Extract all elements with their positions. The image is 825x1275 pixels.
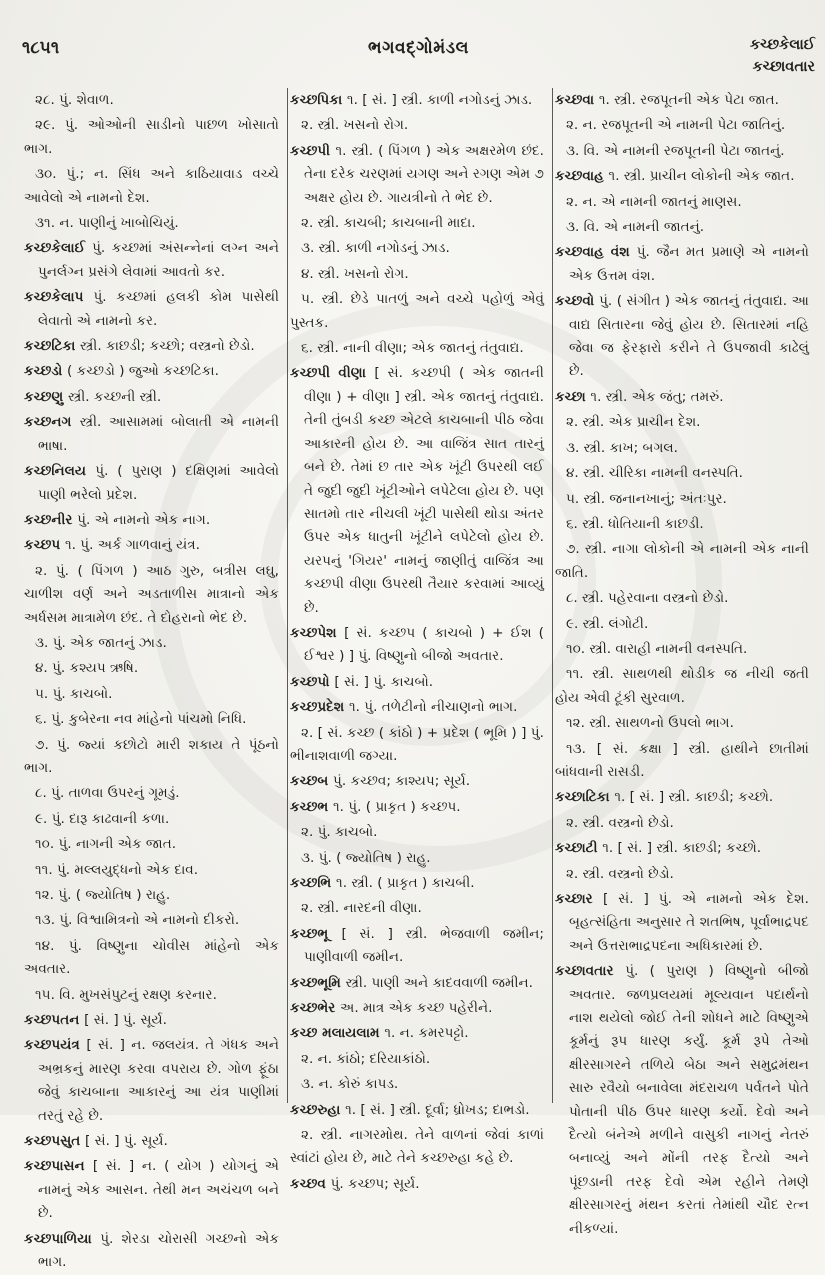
entry-headword: કચ્છભૂ	[289, 925, 342, 942]
dictionary-entry: ૮. સ્ત્રી. પહેરવાના વસ્ત્રનો છેડો.	[565, 590, 729, 607]
entry-headword: કચ્છનીર	[24, 511, 78, 528]
entry-headword: કચ્છાર	[554, 891, 604, 907]
dictionary-entry: કચ્છવો પું. ( સંગીત ) એક જાતનું તંતુવાદ્ય. આ વાદ્ય સિતારના જેવું હોય છે. સિતારમાં નહિ જેવા જ ફેરફારો કરીને તે ઉપજાવી કાઢેલું છે.	[554, 293, 809, 380]
dictionary-entry: ૨. સ્ત્રી. કાચબી; કાચબાની માદા.	[300, 215, 476, 232]
entry-headword: કચ્છપ્રદેશ	[289, 699, 349, 716]
dictionary-entry: ૧૩. [ સં. કક્ષા ] સ્ત્રી. હાથીને છાતીમાં બાંધવાની રાસડી.	[554, 740, 809, 780]
dictionary-entry: ૧૧. પું. મલ્લયુદ્ધનો એક દાવ.	[35, 861, 199, 878]
entry-headword: કચ્છપી વીણા	[289, 365, 375, 382]
dictionary-entry: ૨. ન. કાંઠો; દરિયાકાંઠો.	[300, 1050, 431, 1067]
dictionary-entry: કચ્છકેલાઈ પું. કચ્છમાં અંસન્નેનાં લગ્ન અને પુનર્લગ્ન પ્રસંગે લેવામાં આવતો કર.	[24, 240, 279, 280]
entry-headword: કચ્છનગ	[24, 414, 80, 431]
dictionary-entry: કચ્છનીર પું. એ નામનો એક નાગ.	[24, 511, 211, 528]
dictionary-entry: ૩. પું. એક જાતનું ઝાડ.	[35, 634, 167, 651]
dictionary-entry: કચ્છપતન [ સં. ] પું. સૂર્ય.	[24, 1012, 167, 1029]
dictionary-entry: ૧૩. પું. વિશ્વામિત્રનો એ નામનો દીકરો.	[35, 912, 240, 929]
dictionary-entry: કચ્છપેશ [ સં. કચ્છપ ( કાચબો ) + ઈશ ( ઈશ્વર ) ] પું. વિષ્ણુનો બીજો અવતાર.	[289, 624, 544, 665]
dictionary-entry: ૧૦. પું. નાગની એક જાત.	[35, 836, 177, 853]
dictionary-entry: ૬. સ્ત્રી. ધોતિયાની કાછડી.	[565, 515, 704, 532]
dictionary-entry: ૧૦. સ્ત્રી. વારાહી નામની વનસ્પતિ.	[565, 640, 748, 657]
entry-headword: કચ્છભિ	[289, 875, 337, 891]
dictionary-entry: ૭. સ્ત્રી. નાગા લોકોની એ નામની એક નાની જાતિ.	[554, 541, 809, 581]
dictionary-entry: કચ્છપ્રદેશ ૧. પું. તળેટીનો નીચાણનો ભાગ.	[289, 699, 518, 716]
entry-headword: કચ્છવાહ વંશ	[554, 244, 637, 261]
dictionary-entry: કચ્છપિકા ૧. [ સં. ] સ્ત્રી. કાળી નગોડનું ઝાડ.	[289, 92, 533, 108]
dictionary-entry: ૧૫. વિ. મુખસંપુટનું રક્ષણ કરનાર.	[35, 986, 217, 1003]
dictionary-entry: કચ્છપાસન [ સં. ] ન. ( યોગ ) યોગનું એ નામનું એક આસન. તેથી મન અચંચળ બને છે.	[24, 1158, 279, 1222]
dictionary-entry: ૬. સ્ત્રી. નાની વીણા; એક જાતનું તંતુવાદ્ય.	[300, 340, 524, 357]
dictionary-entry: કચ્છભૂમિ સ્ત્રી. પાણી અને કાદવવાળી જમીન.	[289, 974, 533, 991]
dictionary-entry: ૧૨. સ્ત્રી. સાથળનો ઉપલો ભાગ.	[565, 715, 734, 732]
entry-headword: કચ્છભેર	[289, 1000, 340, 1017]
book-title: ભગવદ્ગોમંડલ	[368, 38, 469, 58]
entry-headword: કચ્છપયંત્ર	[24, 1037, 87, 1054]
dictionary-entry: ૫. સ્ત્રી. છેડે પાતળું અને વચ્ચે પહોળું એવું પુસ્તક.	[289, 291, 544, 331]
dictionary-body	[22, 88, 817, 1271]
entry-headword: કચ્છવા	[554, 92, 599, 108]
dictionary-entry: કચ્છપો [ સં. ] પું. કાચબો.	[289, 673, 434, 690]
entry-headword: કચ્છવ	[289, 1175, 331, 1192]
column-right	[552, 88, 817, 1237]
dictionary-entry: કચ્છનિલય પું. ( પુરાણ ) દક્ષિણમાં આવેલો પાણી ભરેલો પ્રદેશ.	[24, 463, 279, 503]
dictionary-entry: ૫. પું. કાચબો.	[35, 685, 113, 702]
dictionary-entry: કચ્છાવતાર પું. ( પુરાણ ) વિષ્ણુનો બીજો અવતાર. જળપ્રલયમાં મૂલ્યવાન પદાર્થનો નાશ થયેલો જોઈ તેની શોધને માટે વિષ્ણુએ કૂર્મનું રૂપ ધારણ કર્યું. કૂર્મ રૂપે તેઓ ક્ષીરસાગરને તળિયે બેઠા અને સમુદ્રમંથન સારુ રવૈયો બનાવેલા મંદરાચળ પર્વતને પોતે પોતાની પીઠ ઉપર ધારણ કર્યો. દેવો અને દૈત્યો બંનેએ મળીને વાસુકી નાગનું નેતરું બનાવ્યું અને મોંની તરફ દૈત્યો અને પૂંછડાની તરફ દેવો એમ રહીને તેમણે ક્ષીરસાગરનું મંથન કરતાં તેમાંથી ચૌદ રત્ન નીકળ્યાં.	[554, 963, 809, 1237]
dictionary-entry: ૩. વિ. એ નામની જાતનું.	[565, 219, 705, 236]
entry-headword: કચ્છપાસન	[24, 1158, 93, 1175]
dictionary-entry: કચ્છરુહા ૧. [ સં. ] સ્ત્રી. દૂર્વા; ધ્રોખડ; દાભડો.	[289, 1101, 530, 1118]
entry-headword: કચ્છાટિકા	[554, 789, 615, 806]
dictionary-entry: ૧૪. પું. વિષ્ણુના ચોવીસ માંહેનો એક અવતાર.	[24, 937, 279, 978]
dictionary-entry: કચ્છનગ સ્ત્રી. આસામમાં બોલાતી એ નામની ભાષા.	[24, 414, 279, 454]
dictionary-entry: કચ્છવ પું. કચ્છપ; સૂર્ય.	[289, 1175, 420, 1192]
dictionary-entry: ૨. સ્ત્રી. નાગરમોથ. તેને વાળનાં જેવાં કાળાં સ્વાંટાં હોય છે, માટે તેને કચ્છરુહા કહે છે.	[289, 1127, 544, 1167]
dictionary-entry: ૨. સ્ત્રી. એક પ્રાચીન દેશ.	[565, 414, 701, 431]
dictionary-entry: કચ્છવાહ વંશ પું. જૈન મત પ્રમાણે એ નામનો એક ઉત્તમ વંશ.	[554, 244, 809, 284]
entry-headword: કચ્છવાહ	[554, 168, 609, 185]
entry-headword: કચ્છણુ	[24, 388, 68, 405]
entry-headword: કચ્છપો	[289, 673, 335, 690]
dictionary-entry: ૨. ન. રજપૂતની એ નામની પેટા જાતિનું.	[565, 117, 786, 134]
dictionary-entry: કચ્છણુ સ્ત્રી. કચ્છની સ્ત્રી.	[24, 388, 162, 405]
dictionary-entry: ૨. પું. ( પિંગળ ) આઠ ગુરુ, બત્રીસ લઘુ, ચાળીશ વર્ણ અને અડતાળીસ માત્રાનો એક અર્ધસમ માત્રામેળ છંદ. તે દોહરાનો ભેદ છે.	[24, 562, 279, 626]
dictionary-entry: કચ્છા ૧. સ્ત્રી. એક જંતુ; તમરું.	[554, 388, 724, 405]
dictionary-entry: કચ્છભેર અ. માત્ર એક કચ્છ પહેરીને.	[289, 1000, 493, 1017]
dictionary-entry: કચ્છટિકા સ્ત્રી. કાછડી; કચ્છો; વસ્ત્રનો છેડો.	[24, 338, 255, 355]
dictionary-entry: કચ્છપી વીણા [ સં. કચ્છપી ( એક જાતની વીણા ) + વીણા ] સ્ત્રી. એક જાતનું તંતુવાદ્ય. તેની તુંબડી કચ્છ એટલે કાચબાની પીઠ જેવા આકારની હોય છે. આ વાજિંત્ર સાત તારનું બને છે. તેમાં છ તાર એક ખૂંટી ઉપરથી લઈ તે જુદી જુદી ખૂંટીઓને લપેટેલા હોય છે. પણ સાતમો તાર નીચલી ખૂંટી પાસેથી થોડા અંતર ઉપર એક ધાતુની ખૂંટીને લપેટેલો હોય છે. યરપનું 'ગિયર' નામનું જાણીતું વાજિંત્ર આ કચ્છપી વીણા ઉપરથી તૈયાર કરવામાં આવ્યું છે.	[289, 365, 544, 616]
guide-words	[750, 34, 815, 78]
dictionary-entry: ૨. સ્ત્રી. નારદની વીણા.	[300, 900, 422, 917]
dictionary-entry: ૩૦. પું.; ન. સિંધ અને કાઠિયાવાડ વચ્ચે આવેલો એ નામનો દેશ.	[24, 166, 279, 206]
page-header	[22, 34, 815, 86]
dictionary-entry: ૩. ન. કોરું કાપડ.	[300, 1076, 399, 1093]
entry-headword: કચ્છપ	[24, 537, 65, 554]
dictionary-entry: ૨૮. પું. શેવાળ.	[35, 92, 114, 108]
entry-headword: કચ્છપિકા	[289, 92, 347, 108]
entry-headword: કચ્છટિકા	[24, 338, 81, 355]
dictionary-entry: કચ્છાર [ સં. ] પું. એ નામનો એક દેશ. બૃહત્સંહિતા અનુસાર તે શતભિષ, પૂર્વાભાદ્રપદ અને ઉત્તરાભાદ્રપદના અધિકારમાં છે.	[554, 891, 809, 954]
dictionary-entry: ૭. પું. જ્યાં કછોટો મારી શકાય તે પૂંઠનો ભાગ.	[24, 736, 279, 776]
dictionary-entry: ૪. સ્ત્રી. ખસનો રોગ.	[300, 265, 409, 282]
dictionary-entry: ૨. પું. કાચબો.	[300, 824, 378, 841]
dictionary-entry: ૩. વિ. એ નામની રજપૂતની પેટા જાતનું.	[565, 142, 785, 159]
dictionary-entry: કચ્છપી ૧. સ્ત્રી. ( પિંગળ ) એક અક્ષરમેળ છંદ. તેના દરેક ચરણમાં યગણ અને રગણ એમ ૭ અક્ષર હોય છે. ગાયત્રીનો તે ભેદ છે.	[289, 142, 544, 206]
entry-headword: કચ્છપી	[289, 142, 336, 159]
dictionary-entry: કચ્છવાહ ૧. સ્ત્રી. પ્રાચીન લોકોની એક જાત.	[554, 168, 795, 185]
dictionary-entry: કચ્છવા ૧. સ્ત્રી. રજપૂતની એક પેટા જાત.	[554, 92, 779, 108]
dictionary-entry: કચ્છભ ૧. પું. ( પ્રાકૃત ) કચ્છપ.	[289, 798, 461, 815]
dictionary-entry: ૫. સ્ત્રી. જનાનખાનું; અંતઃપુર.	[565, 490, 727, 507]
entry-headword: કચ્છાટી	[554, 840, 603, 857]
dictionary-entry: ૧૨. પું. ( જ્યોતિષ ) રાહુ.	[35, 887, 171, 903]
entry-headword: કચ્છ મલાયલામ	[289, 1025, 385, 1042]
dictionary-entry: ૮. પું. તાળવા ઉપરનું ગૂમડું.	[35, 785, 180, 802]
dictionary-entry: ૩. પું. ( જ્યોતિષ ) રાહુ.	[300, 849, 431, 866]
dictionary-entry: ૩. સ્ત્રી. કાળી નગોડનું ઝાડ.	[300, 240, 450, 257]
dictionary-entry: ૨. સ્ત્રી. વસ્ત્રનો છેડો.	[565, 865, 674, 882]
entry-headword: કચ્છરુહા	[289, 1101, 346, 1118]
dictionary-entry: ૩૧. ન. પાણીનું ખાબોચિયું.	[35, 215, 179, 232]
entry-headword: કચ્છડો	[24, 363, 67, 380]
dictionary-entry: ૬. પું. કુબેરના નવ માંહેનો પાંચમો નિધિ.	[35, 711, 247, 728]
dictionary-entry: કચ્છકેલાપ પું. કચ્છમાં હલકી કોમ પાસેથી લેવાતો એ નામનો કર.	[24, 289, 279, 329]
dictionary-entry: કચ્છભિ ૧. સ્ત્રી. ( પ્રાકૃત ) કાચબી.	[289, 875, 475, 891]
column-left	[22, 88, 287, 1271]
dictionary-entry: કચ્છપાળિયા પું. શેરડા ચોરાસી ગચ્છનો એક ભાગ.	[24, 1230, 279, 1271]
dictionary-entry: કચ્છપસુત [ સં. ] પું. સૂર્ય.	[24, 1133, 168, 1150]
dictionary-entry: કચ્છ મલાયલામ ૧. ન. કમરપટ્ટો.	[289, 1025, 469, 1042]
dictionary-entry: ૨. સ્ત્રી. વસ્ત્રનો છેડો.	[565, 814, 674, 831]
dictionary-entry: કચ્છભૂ [ સં. ] સ્ત્રી. ભેજવાળી જમીન; પાણીવાળી જમીન.	[289, 925, 544, 966]
dictionary-entry: કચ્છાટિકા ૧. [ સં. ] સ્ત્રી. કાછડી; કચ્છો.	[554, 789, 774, 806]
dictionary-entry: ૧૧. સ્ત્રી. સાથળથી થોડીક જ નીચી જતી હોય એવી ટૂંકી સુરવાળ.	[554, 666, 809, 706]
dictionary-entry: કચ્છાટી ૧. [ સં. ] સ્ત્રી. કાછડી; કચ્છો.	[554, 840, 762, 857]
entry-headword: કચ્છનિલય	[24, 463, 96, 480]
entry-headword: કચ્છાવતાર	[554, 963, 626, 980]
dictionary-entry: ૯. સ્ત્રી. લંગોટી.	[565, 615, 649, 632]
dictionary-entry: કચ્છબ પું. કચ્છવ; કાશ્યપ; સૂર્ય.	[289, 773, 471, 790]
page-number: ૧૮૫૧	[22, 38, 60, 58]
entry-headword: કચ્છા	[554, 388, 591, 405]
entry-headword: કચ્છપતન	[24, 1012, 85, 1029]
entry-headword: કચ્છકેલાપ	[24, 289, 94, 306]
entry-headword: કચ્છપસુત	[24, 1133, 85, 1150]
entry-headword: કચ્છબ	[289, 773, 334, 790]
dictionary-entry: ૨. [ સં. કચ્છ ( કાંઠો ) + પ્રદેશ ( ભૂમિ ) ] પું. ભીનાશવાળી જગ્યા.	[289, 724, 544, 764]
dictionary-entry: ૩. સ્ત્રી. કાખ; બગલ.	[565, 439, 678, 456]
guide-word-last: કચ્છાવતાર	[752, 59, 815, 75]
entry-headword: કચ્છવો	[554, 293, 600, 310]
dictionary-entry: કચ્છપયંત્ર [ સં. ] ન. જલયંત્ર. તે ગંધક અને અભ્રકનું મારણ કરવા વપરાય છે. ગોળ ફૂંઠા જેવું કાચબાના આકારનું આ યંત્ર પાણીમાં તરતું રહે છે.	[24, 1037, 279, 1124]
dictionary-entry: કચ્છડો ( કચ્છડો ) જુઓ કચ્છટિકા.	[24, 363, 219, 380]
dictionary-entry: કચ્છપ ૧. પું. અર્ક ગાળવાનું યંત્ર.	[24, 537, 200, 554]
entry-headword: કચ્છપાળિયા	[24, 1230, 101, 1247]
dictionary-entry: ૯. પું. દારૂ કાઢવાની કળા.	[35, 810, 170, 827]
entry-headword: કચ્છભ	[289, 798, 333, 815]
dictionary-entry: ૪. પું. કશ્યપ ઋષિ.	[35, 660, 139, 677]
guide-word-first: કચ્છકેલાઈ	[749, 37, 815, 53]
dictionary-entry: ૨. સ્ત્રી. ખસનો રોગ.	[300, 117, 409, 134]
dictionary-entry: ૨. ન. એ નામની જાતનું માણસ.	[565, 193, 742, 210]
dictionary-entry: ૪. સ્ત્રી. ચીરિકા નામની વનસ્પતિ.	[565, 465, 743, 482]
entry-headword: કચ્છભૂમિ	[289, 974, 346, 991]
dictionary-entry: ૨૯. પું. ઓઓની સાડીનો પાછળ ખોસાતો ભાગ.	[24, 117, 279, 157]
entry-headword: કચ્છકેલાઈ	[24, 240, 93, 257]
column-middle	[287, 88, 552, 1192]
entry-headword: કચ્છપેશ	[289, 624, 345, 641]
